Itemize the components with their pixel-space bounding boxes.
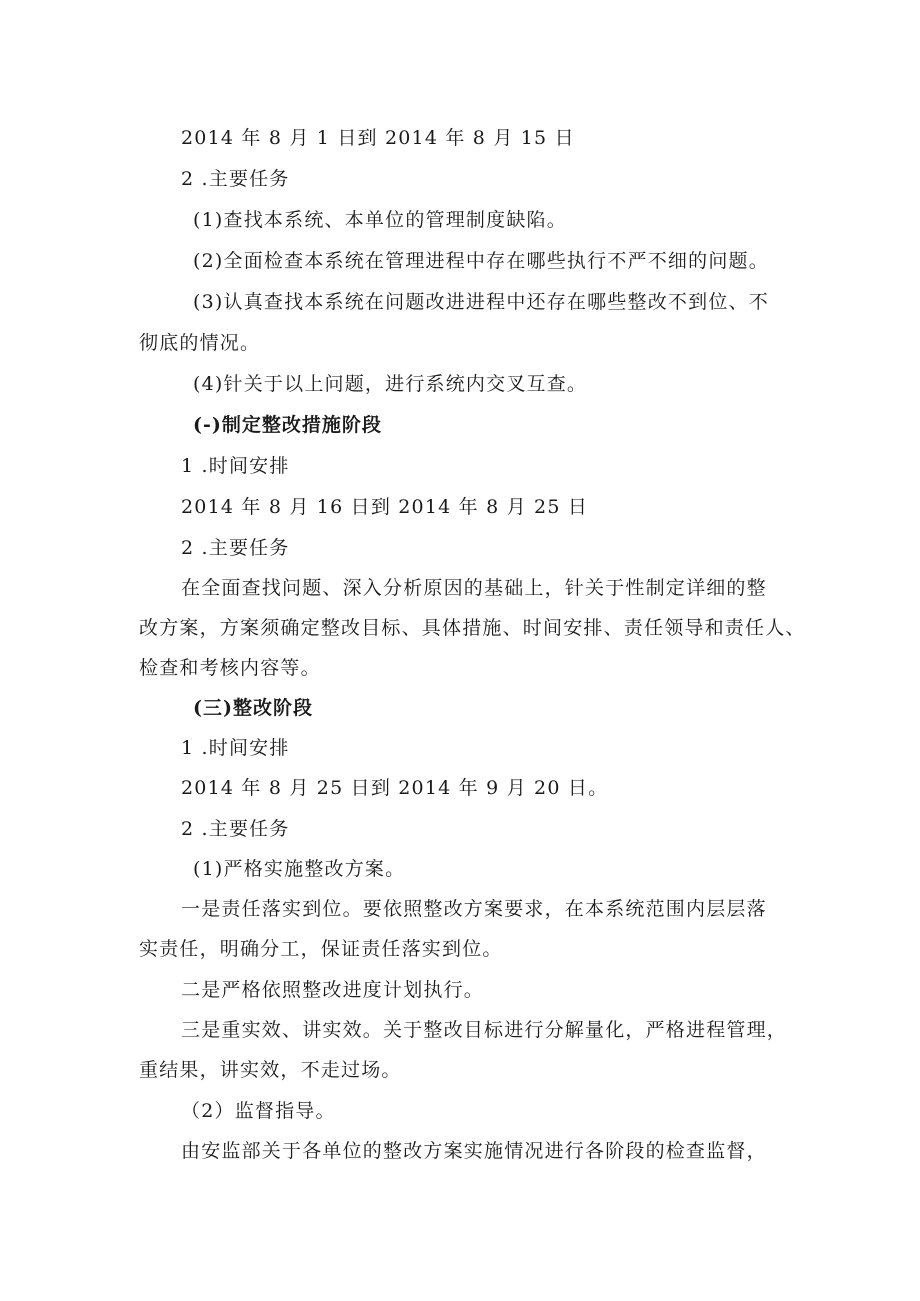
task-item-4: (4)针关于以上问题，进行系统内交叉互查。 — [193, 373, 588, 395]
task-item-3: (3)认真查找本系统在问题改进进程中还存在哪些整改不到位、不 — [193, 291, 769, 313]
task-item-1: (1)严格实施整改方案。 — [193, 858, 406, 880]
task-item-1: (1)查找本系统、本单位的管理制度缺陷。 — [193, 209, 567, 231]
section-item-tasks: 2 .主要任务 — [181, 537, 290, 559]
paragraph-line: 检查和考核内容等。 — [139, 657, 321, 679]
paragraph-line: 三是重实效、讲实效。关于整改目标进行分解量化，严格进程管理， — [181, 1019, 788, 1041]
section-heading-rectification: (三)整改阶段 — [193, 697, 313, 719]
paragraph-line: 实责任，明确分工，保证责任落实到位。 — [139, 938, 503, 960]
section-item-schedule: 1 .时间安排 — [181, 455, 290, 477]
date-range-line: 2014 年 8 月 25 日到 2014 年 9 月 20 日。 — [181, 777, 609, 799]
section-item-tasks: 2 .主要任务 — [181, 818, 290, 840]
paragraph-line: 改方案，方案须确定整改目标、具体措施、时间安排、责任领导和责任人、 — [139, 617, 806, 639]
section-item-schedule: 1 .时间安排 — [181, 737, 290, 759]
task-item-2: （2）监督指导。 — [181, 1100, 336, 1122]
paragraph-line: 在全面查找问题、深入分析原因的基础上，针关于性制定详细的整 — [181, 577, 767, 599]
task-item-2: (2)全面检查本系统在管理进程中存在哪些执行不严不细的问题。 — [193, 250, 769, 272]
paragraph-line: 一是责任落实到位。要依照整改方案要求，在本系统范围内层层落 — [181, 898, 767, 920]
paragraph-line: 重结果，讲实效，不走过场。 — [139, 1059, 402, 1081]
date-range-line: 2014 年 8 月 16 日到 2014 年 8 月 25 日 — [181, 496, 589, 518]
section-item-tasks: 2 .主要任务 — [181, 168, 290, 190]
paragraph-line: 由安监部关于各单位的整改方案实施情况进行各阶段的检查监督， — [181, 1140, 767, 1162]
paragraph-line: 二是严格依照整改进度计划执行。 — [181, 979, 485, 1001]
date-range-line: 2014 年 8 月 1 日到 2014 年 8 月 15 日 — [181, 127, 575, 149]
section-heading-measures: (-)制定整改措施阶段 — [193, 414, 382, 436]
task-item-3-continued: 彻底的情况。 — [139, 332, 261, 354]
